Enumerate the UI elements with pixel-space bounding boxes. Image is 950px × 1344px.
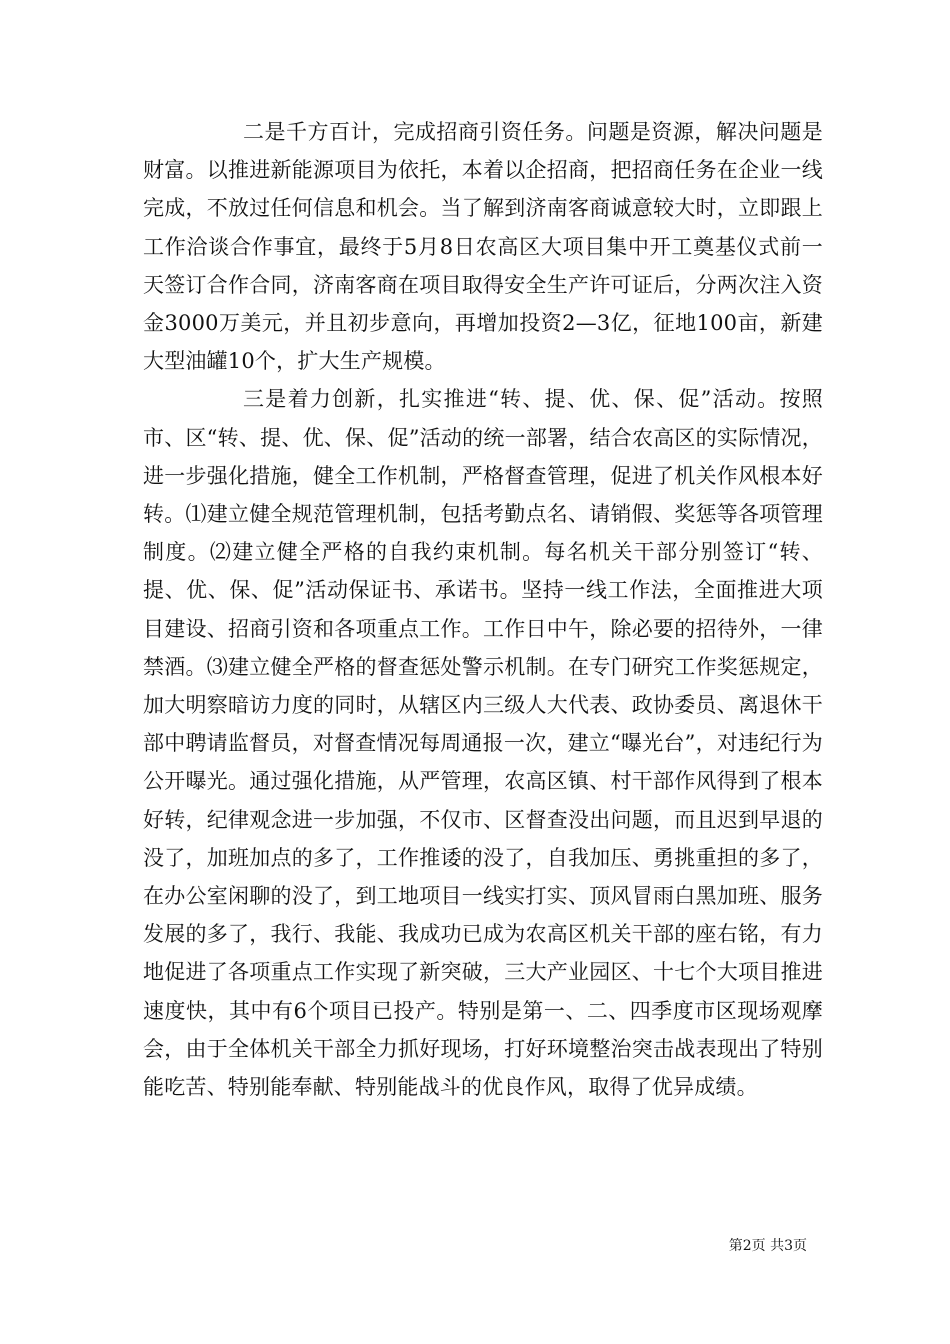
paragraph-innovation: 三是着力创新，扎实推进“转、提、优、保、促”活动。按照市、区“转、提、优、保、促”活动的统一部署，结合农高区的实际情况，进一步强化措施，健全工作机制，严格督查管理，促进了机关作风根本好转。⑴建立健全规范管理机制，包括考勤点名、请销假、奖惩等各项管理制度。⑵建立健全严格的自我约束机制。每名机关干部分别签订“转、提、优、保、促”活动保证书、承诺书。坚持一线工作法，全面推进大项目建设、招商引资和各项重点工作。工作日中午，除必要的招待外，一律禁酒。⑶建立健全严格的督查惩处警示机制。在专门研究工作奖惩规定，加大明察暗访力度的同时，从辖区内三级人大代表、政协委员、离退休干部中聘请监督员，对督查情况每周通报一次，建立“曝光台”，对违纪行为公开曝光。通过强化措施，从严管理，农高区镇、村干部作风得到了根本好转，纪律观念进一步加强，不仅市、区督查没出问题，而且迟到早退的没了，加班加点的多了，工作推诿的没了，自我加压、勇挑重担的多了，在办公室闲聊的没了，到工地项目一线实打实、顶风冒雨白黑加班、服务发展的多了，我行、我能、我成功已成为农高区机关干部的座右铭，有力地促进了各项重点工作实现了新突破，三大产业园区、十七个大项目推进速度快，其中有6个项目已投产。特别是第一、二、四季度市区现场观摩会，由于全体机关干部全力抓好现场，打好环境整治突击战表现出了特别能吃苦、特别能奉献、特别能战斗的优良作风，取得了优异成绩。 bbox=[143, 387, 823, 1100]
page-number: 第2页 共3页 bbox=[728, 1238, 807, 1254]
document-body bbox=[143, 113, 823, 1106]
paragraph-investment: 二是千方百计，完成招商引资任务。问题是资源，解决问题是财富。以推进新能源项目为依托，本着以企招商，把招商任务在企业一线完成，不放过任何信息和机会。当了解到济南客商诚意较大时，立即跟上工作洽谈合作事宜，最终于5月8日农高区大项目集中开工奠基仪式前一天签订合作合同，济南客商在项目取得安全生产许可证后，分两次注入资金3000万美元，并且初步意向，再增加投资2—3亿，征地100亩，新建大型油罐10个，扩大生产规模。 bbox=[143, 120, 823, 374]
